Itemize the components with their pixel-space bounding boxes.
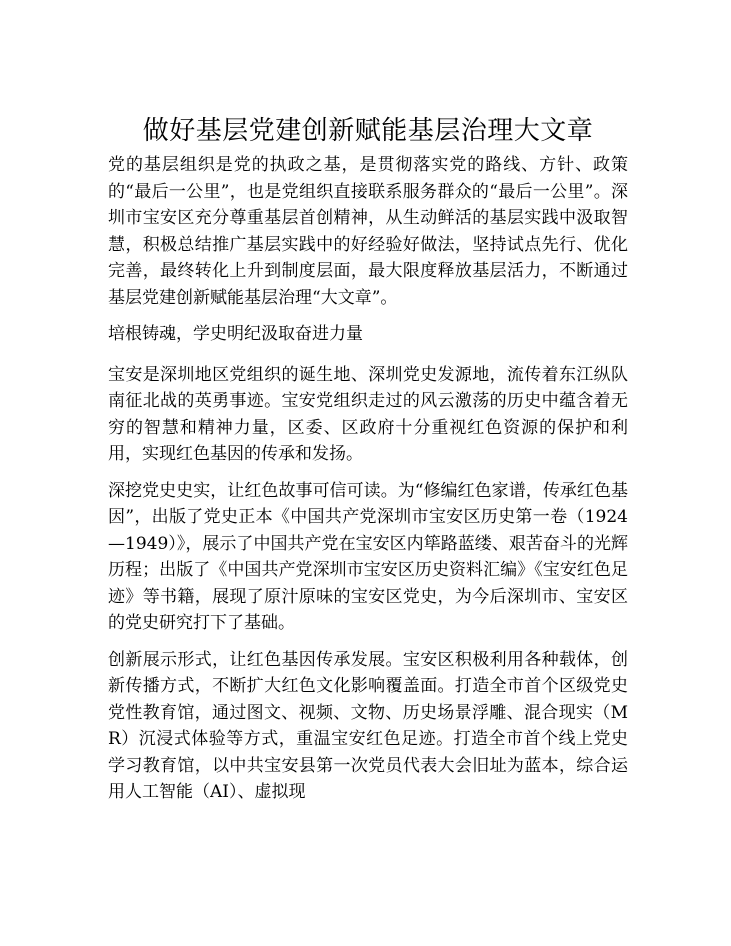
paragraph-exhibition: 创新展示形式，让红色基因传承发展。宝安区积极利用各种载体，创新传播方式，不断扩大红色文化影响覆盖面。打造全市首个区级党史党性教育馆，通过图文、视频、文物、历史场景浮雕、混合现实（MR）沉浸式体验等方式，重温宝安红色足迹。打造全市首个线上党史学习教育馆，以中共宝安县第一次党员代表大会旧址为蓝本，综合运用人工智能（AI）、虚拟现 — [108, 649, 628, 802]
document-title: 做好基层党建创新赋能基层治理大文章 — [142, 116, 594, 146]
paragraph-party-history: 深挖党史史实，让红色故事可信可读。为“修编红色家谱，传承红色基因”，出版了党史正本《中国共产党深圳市宝安区历史第一卷（1924—1949）》，展示了中国共产党在宝安区内筚路蓝缕、艰苦奋斗的光辉历程；出版了《中国共产党深圳市宝安区历史资料汇编》《宝安红色足迹》等书籍，展现了原汁原味的宝安区党史，为今后深圳市、宝安区的党史研究打下了基础。 — [108, 480, 628, 633]
document-body — [108, 152, 628, 816]
paragraph-intro: 党的基层组织是党的执政之基，是贯彻落实党的路线、方针、政策的“最后一公里”，也是党组织直接联系服务群众的“最后一公里”。深圳市宝安区充分尊重基层首创精神，从生动鲜活的基层实践中汲取智慧，积极总结推广基层实践中的好经验好做法，坚持试点先行、优化完善，最终转化上升到制度层面，最大限度释放基层活力，不断通过基层党建创新赋能基层治理“大文章”。 — [108, 155, 628, 308]
paragraph-history: 宝安是深圳地区党组织的诞生地、深圳党史发源地，流传着东江纵队南征北战的英勇事迹。宝安党组织走过的风云激荡的历史中蕴含着无穷的智慧和精神力量，区委、区政府十分重视红色资源的保护和利用，实现红色基因的传承和发扬。 — [108, 364, 628, 464]
section-heading: 培根铸魂，学史明纪汲取奋进力量 — [108, 324, 363, 344]
